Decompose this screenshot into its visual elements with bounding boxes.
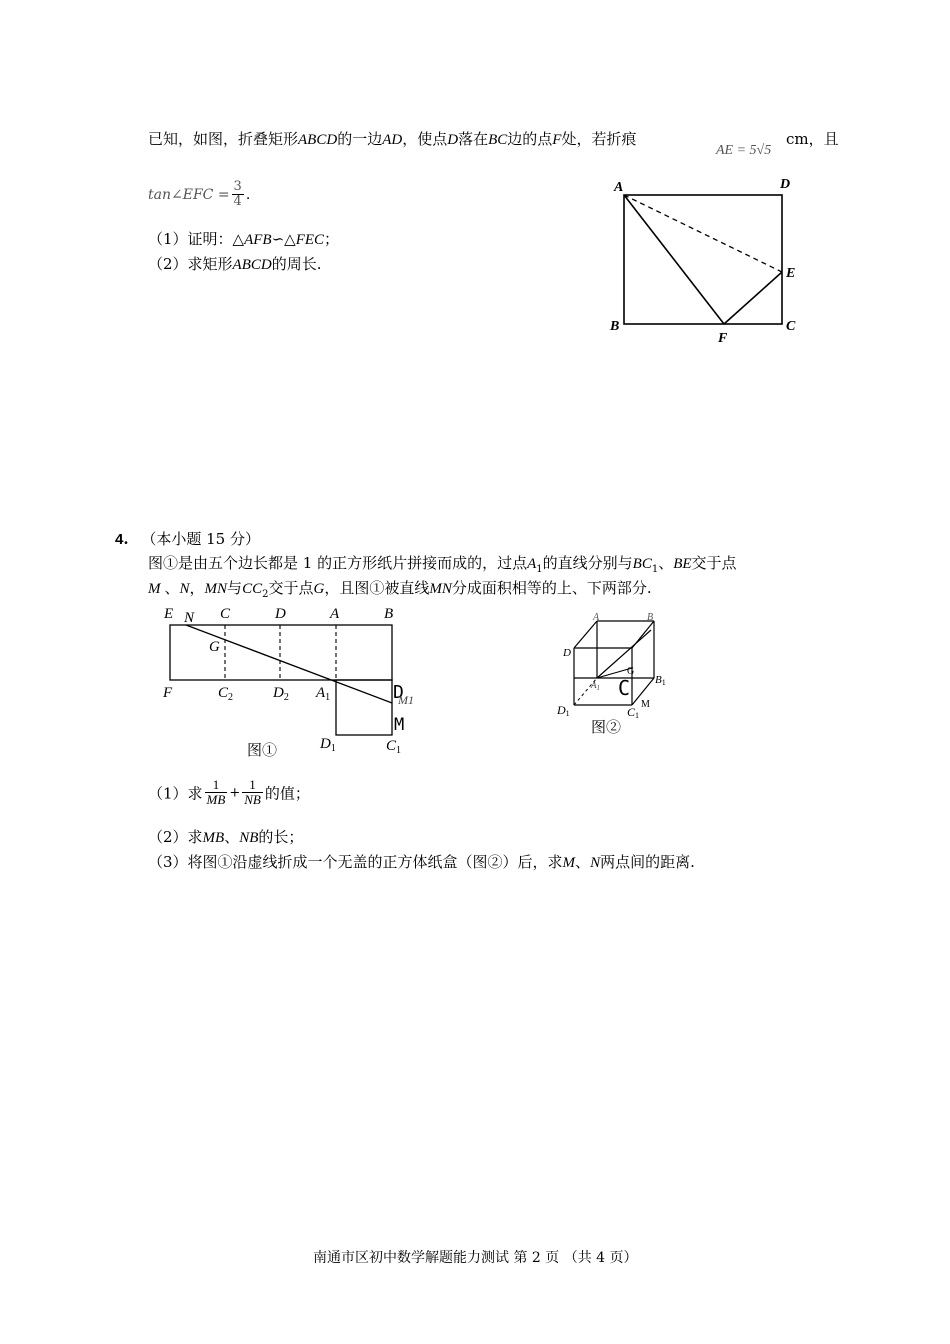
q4-sub: 1	[536, 564, 543, 575]
q3-text: 处，若折痕	[561, 130, 637, 148]
q3-f: F	[552, 132, 562, 148]
q4-figure1	[150, 600, 430, 765]
q3-part2-text: 的周长.	[271, 255, 322, 273]
label-c: C	[220, 606, 231, 622]
q3-text: 已知，如图，折叠矩形	[148, 130, 299, 148]
fold-line-ae	[624, 195, 782, 272]
rect-abcd	[624, 195, 782, 324]
q4-text: 分成面积相等的上、下两部分.	[451, 579, 652, 597]
q3-tan	[148, 180, 250, 210]
q3-bc: BC	[488, 132, 508, 148]
label-n: N	[184, 610, 195, 626]
q4-text: 交于点	[268, 579, 314, 597]
q3-part1-fec: FEC	[295, 232, 325, 248]
q3-part2-abcd: ABCD	[232, 257, 272, 273]
label-a: A	[593, 612, 600, 623]
q3-tan-fraction	[232, 180, 244, 210]
segment-af	[624, 195, 724, 324]
segment-fe	[724, 272, 782, 324]
q4-text: 、	[164, 579, 180, 597]
q4-n: N	[179, 581, 190, 597]
q4-part3-text: 、	[575, 853, 591, 871]
edge-da	[574, 621, 597, 648]
net-top-strip	[170, 625, 392, 680]
label-d: D	[563, 647, 571, 659]
q3-part1-text: ∽△	[271, 230, 296, 248]
q3-intro	[148, 128, 636, 149]
q3-tan-den: 4	[233, 194, 242, 210]
label-e: E	[786, 266, 796, 281]
q4-part2-text: （2）求	[148, 828, 203, 846]
q3-ad: AD	[382, 132, 403, 148]
label-m-big: M	[394, 715, 405, 735]
label-d1: D1	[557, 703, 570, 718]
q4-text: 交于点	[691, 554, 737, 572]
q4-sub: 1	[651, 564, 659, 575]
q3-ae-formula: AE = 5√5	[716, 143, 772, 158]
label-c-big: C	[618, 676, 631, 700]
q3-part1-text: （1）证明：△	[148, 230, 245, 248]
label-d1: $D_1$	[320, 736, 336, 754]
label-f: F	[718, 331, 728, 346]
q3-part2-text: （2）求矩形	[148, 255, 233, 273]
q4-a: A	[527, 556, 537, 572]
label-a1: $A_1$	[316, 685, 331, 703]
label-b: B	[384, 606, 394, 622]
q4-part2	[148, 826, 303, 847]
q3-unit: cm，且	[786, 130, 839, 148]
q4-part1-text: （1）求	[148, 784, 203, 803]
q4-mn: MN	[429, 581, 452, 597]
q3-figure	[600, 170, 820, 350]
q4-cc: CC	[242, 581, 263, 597]
q4-n: N	[590, 855, 601, 871]
q4-fraction-mb	[205, 778, 228, 808]
net-bottom-square	[336, 680, 392, 735]
q4-part3-text: （3）将图①沿虚线折成一个无盖的正方体纸盒（图②）后，求	[148, 853, 563, 871]
q4-plus: +	[229, 785, 241, 801]
q4-part3-text: 两点间的距离.	[600, 853, 695, 871]
page-footer: 南通市区初中数学解题能力测试 第 2 页 （共 4 页）	[313, 1250, 638, 1266]
q4-text: 的直线分别与	[542, 554, 633, 572]
q3-part1-afb: AFB	[244, 232, 272, 248]
q3-part1	[148, 228, 339, 249]
q4-number: 4	[115, 531, 124, 548]
figure1-caption: 图①	[247, 741, 278, 759]
label-a: A	[330, 606, 340, 622]
q4-text: 与	[227, 579, 243, 597]
q4-score: （本小题 15 分）	[141, 530, 260, 548]
q4-dot: .	[123, 530, 129, 548]
q4-sub: 2	[262, 589, 269, 600]
label-f: F	[163, 685, 173, 701]
q4-frac-den: MB	[206, 792, 226, 808]
q3-text: 落在	[458, 130, 489, 148]
q4-frac-den: NB	[244, 792, 261, 808]
q4-fraction-nb	[242, 778, 263, 808]
q3-tan-prefix: tan∠EFC =	[148, 186, 230, 203]
label-d-big: D	[393, 682, 404, 703]
label-d: D	[780, 177, 791, 192]
q4-m: M	[148, 581, 161, 597]
label-c1: C1	[627, 705, 640, 720]
q4-text: 图①是由五个边长都是 1 的正方形纸片拼接而成的，过点	[148, 554, 528, 572]
q3-text: 的一边	[337, 130, 383, 148]
q4-line2	[148, 577, 652, 600]
line-mn	[186, 625, 392, 703]
label-e: E	[164, 606, 174, 622]
label-c2: $C_2$	[218, 685, 234, 703]
q4-text: 、	[658, 554, 674, 572]
q4-m: M	[562, 855, 576, 871]
q3-part1-text: ；	[324, 230, 340, 248]
q3-d: D	[447, 132, 459, 148]
label-a1: $A_1$	[591, 680, 600, 692]
label-b: B	[647, 612, 654, 623]
label-d: D	[275, 606, 286, 622]
label-g: G	[209, 639, 220, 655]
q4-g: G	[313, 581, 325, 597]
q4-line1	[148, 552, 737, 575]
q4-bc: BC	[632, 556, 652, 572]
q4-be: BE	[673, 556, 692, 572]
label-a: A	[614, 180, 624, 195]
q4-text: ，且图①被直线	[324, 579, 430, 597]
q4-part3	[148, 851, 695, 872]
q3-abcd: ABCD	[298, 132, 338, 148]
q4-text: ，	[189, 579, 205, 597]
q3-tan-end: .	[245, 186, 251, 203]
q3-tan-num: 3	[233, 179, 242, 194]
label-c1: $C_1$	[386, 738, 402, 756]
q3-part2	[148, 253, 322, 274]
q4-mb: MB	[202, 830, 225, 846]
q4-part2-text: 的长；	[258, 828, 304, 846]
q4-frac-num: 1	[242, 778, 263, 793]
q3-text: ，使点	[402, 130, 448, 148]
q4-mn: MN	[204, 581, 228, 597]
q4-nb: NB	[239, 830, 259, 846]
q4-frac-num: 1	[205, 778, 228, 793]
q4-part1-text: 的值；	[264, 784, 310, 803]
label-b: B	[610, 319, 620, 334]
q4-part2-text: 、	[224, 828, 240, 846]
label-m: M	[641, 699, 650, 710]
q4-part1	[148, 778, 310, 808]
label-c: C	[786, 319, 796, 334]
label-b1: B1	[655, 674, 666, 687]
label-d2: $D_2$	[273, 685, 289, 703]
label-m1: M1	[398, 693, 414, 707]
q4-figure2	[555, 608, 690, 738]
q3-text: 边的点	[507, 130, 553, 148]
label-g: G	[627, 666, 635, 677]
q4-header	[115, 528, 260, 549]
figure2-caption: 图②	[591, 718, 622, 736]
